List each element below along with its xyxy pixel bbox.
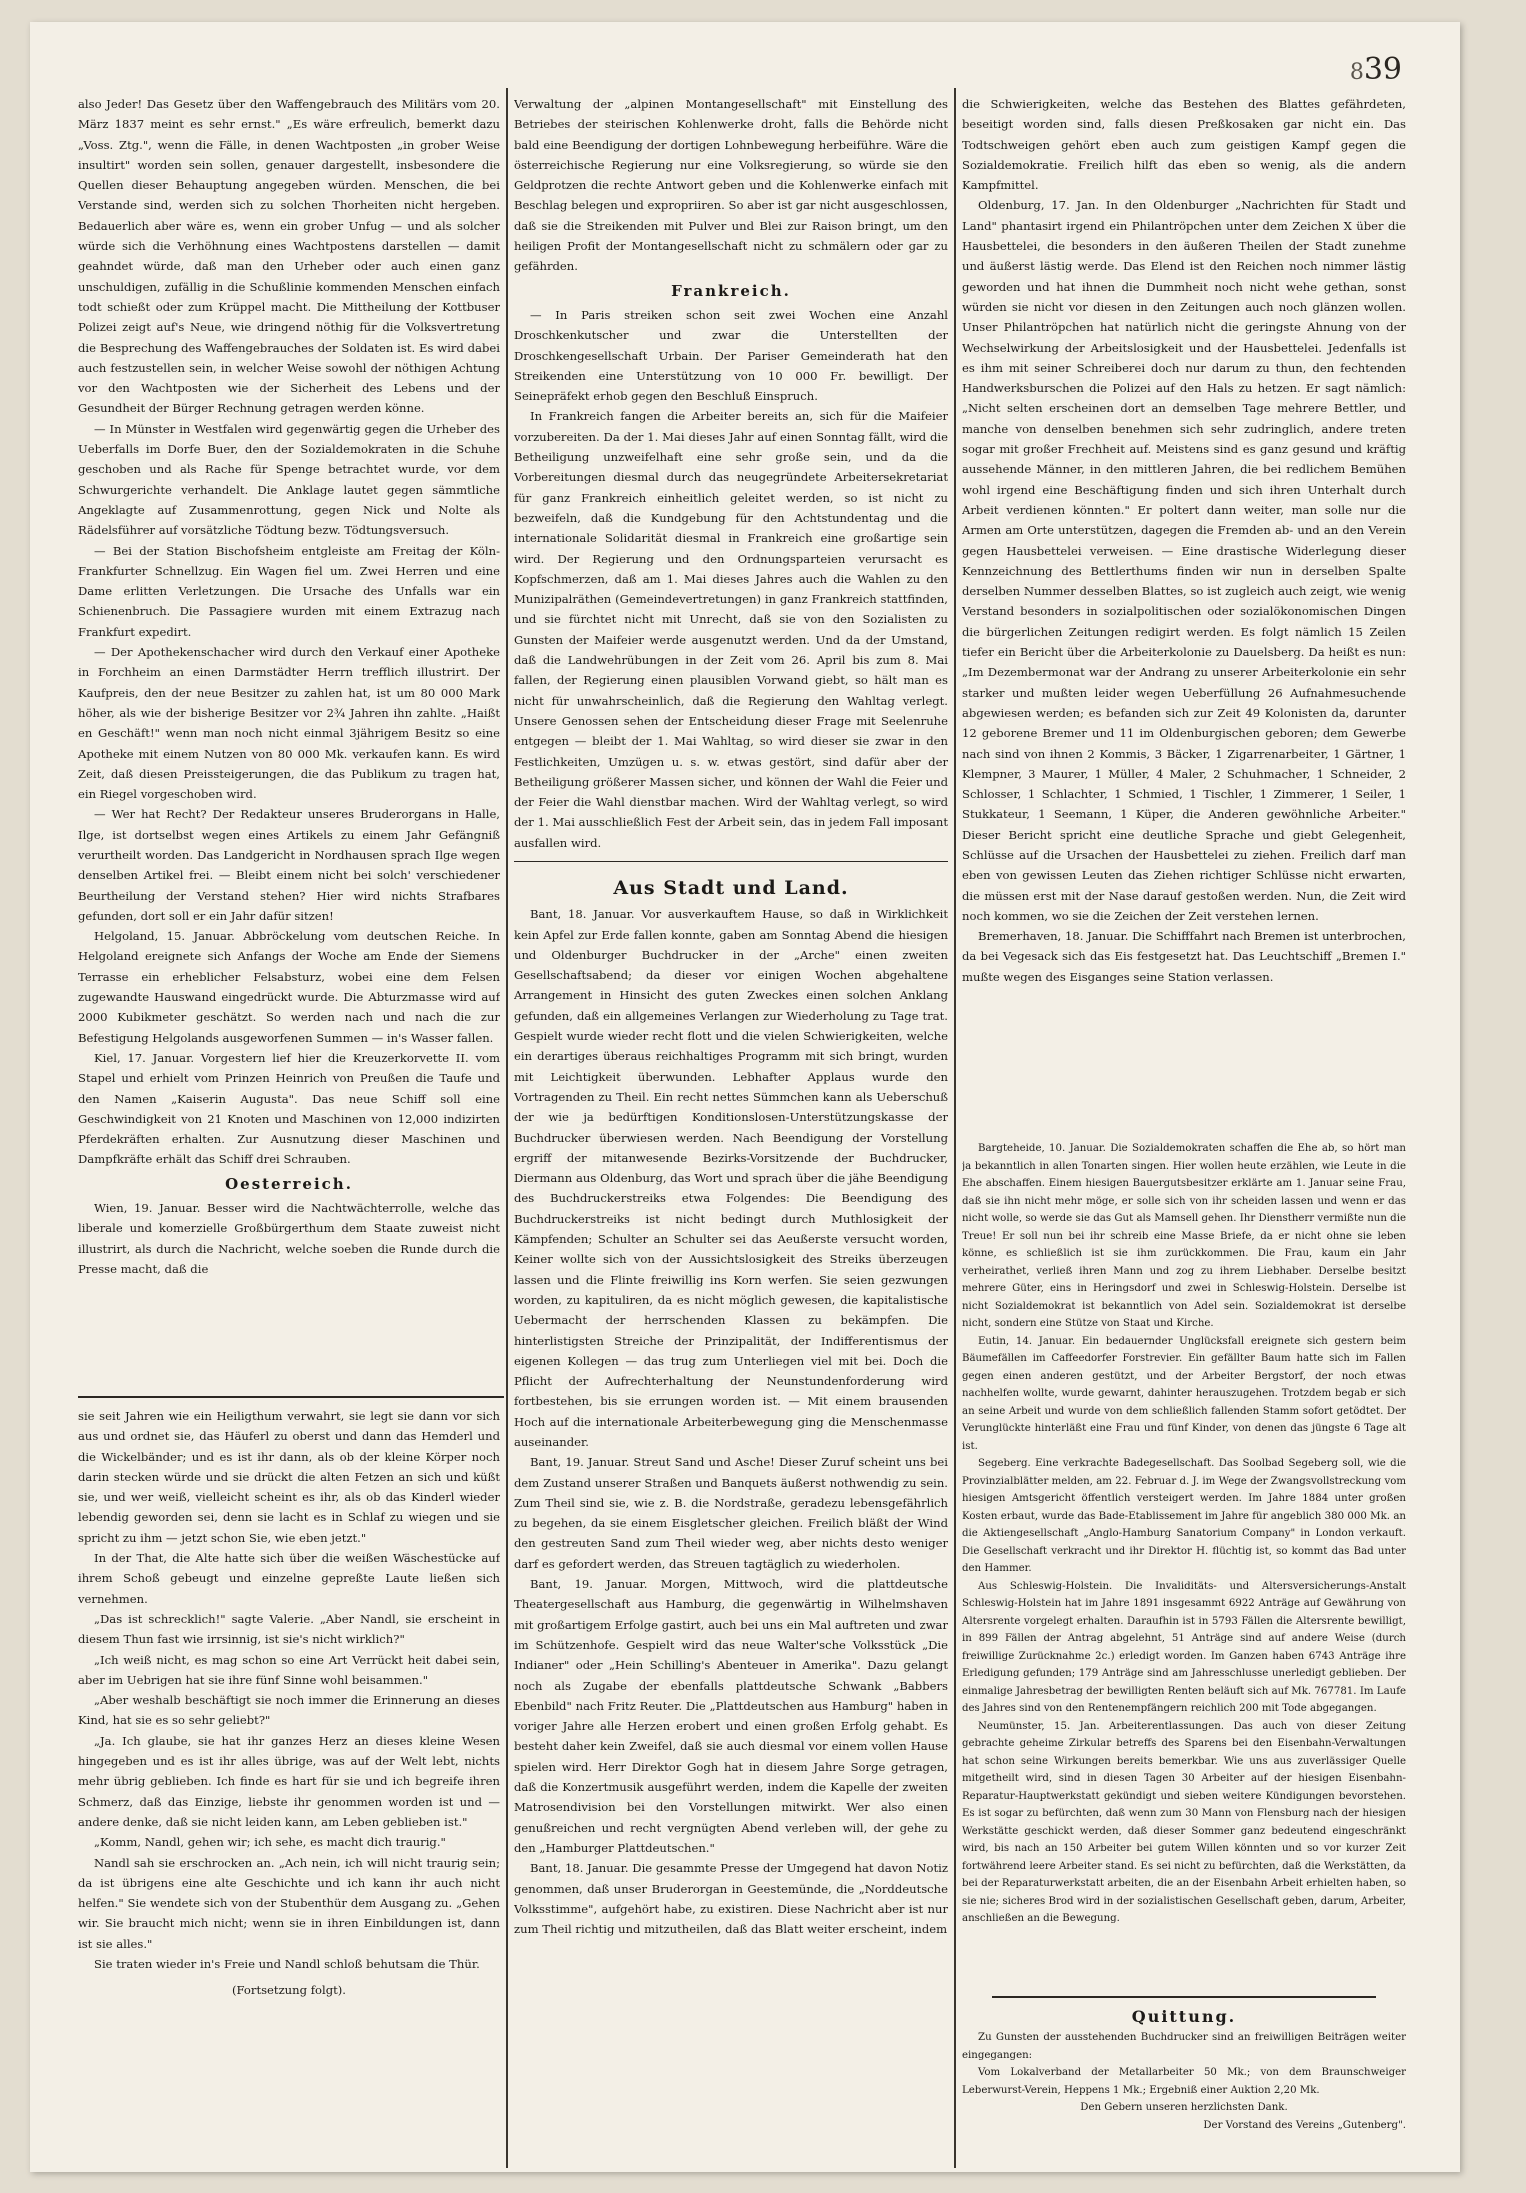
section-heading-oesterreich: Oesterreich.	[225, 1174, 353, 1193]
col1-paragraph: — Wer hat Recht? Der Redakteur unseres Bruderorgans in Halle, Ilge, ist dortselbst wegen eines Artikels zu einem Jahr Gefängniß verurtheilt worden. Das Landgericht in Nordhausen sprach Ilge wegen denselben Artikel frei. — Bleibt einem nicht bei solch' verschiedener Beurtheilung der Verstand stehen? Hier wird nichts Strafbares gefunden, dort soll er ein Jahr dafür sitzen!	[78, 807, 500, 923]
newspaper-page	[30, 22, 1460, 2172]
quittung-line: Zu Gunsten der ausstehenden Buchdrucker sind an freiwilligen Beiträgen weiter eingegangen:	[962, 2032, 1406, 2061]
feuilleton-rule	[78, 1396, 504, 1398]
feuilleton-paragraph: „Aber weshalb beschäftigt sie noch immer die Erinnerung an dieses Kind, hat sie es so sehr geliebt?"	[78, 1693, 500, 1728]
col2-paragraph: Bant, 18. Januar. Die gesammte Presse der Umgegend hat davon Notiz genommen, daß unser Bruderorgan in Geestemünde, die „Norddeutsche Volksstimme", aufgehört habe, zu existiren. Diese Nachricht aber ist nur zum Theil richtig und mitzutheilen, daß das Blatt weiter erscheint, indem	[514, 1861, 948, 1937]
col1-paragraph: Helgoland, 15. Januar. Abbröckelung vom deutschen Reiche. In Helgoland ereignete sich Anfangs der Woche am Ende der Siemens Terrasse ein erheblicher Felsabsturz, wobei eine dem Felsen zugewandte Hauswand eingedrückt wurde. Die Abturzmasse wird auf 2000 Kubikmeter geschätzt. So werden nach und nach die zur Befestigung Helgolands ausgeworfenen Summen — in's Wasser fallen.	[78, 929, 500, 1045]
small-paragraph: Segeberg. Eine verkrachte Badegesellschaft. Das Soolbad Segeberg soll, wie die Provinzialblätter melden, am 22. Februar d. J. im Wege der Zwangsvollstreckung vom hiesigen Amtsgericht öffentlich versteigert werden. Im Jahre 1884 unter großen Kosten erbaut, wurde das Bade-Etablissement im Jahre für angeblich 380 000 Mk. an die Aktiengesellschaft „Anglo-Hamburg Sanatorium Company" in London verkauft. Die Gesellschaft verkracht und ihr Direktor H. flüchtig ist, so kommt das Bad unter den Hammer.	[962, 1458, 1406, 1574]
col1-paragraph: — Bei der Station Bischofsheim entgleiste am Freitag der Köln-Frankfurter Schnellzug. Ein Wagen fiel um. Zwei Herren und eine Dame erlitten Verletzungen. Die Ursache des Unfalls war ein Schienenbruch. Die Passagiere wurden mit einem Extrazug nach Frankfurt expedirt.	[78, 543, 500, 639]
col1-paragraph: — In Münster in Westfalen wird gegenwärtig gegen die Urheber des Ueberfalls im Dorfe Buer, den der Sozialdemokraten in die Schuhe geschoben und als Rache für Spenge betrachtet wurde, vor dem Schwurgerichte verhandelt. Die Anklage lautet gegen sämmtliche Angeklagte auf Zusammenrottung, gegen Nick und Nolte als Rädelsführer auf vorsätzliche Tödtung bezw. Tödtungsversuch.	[78, 421, 500, 538]
column-3-small-print	[962, 1140, 1406, 1980]
stadt-section	[514, 861, 948, 1939]
column-rule-1	[506, 88, 508, 2168]
column-1	[78, 94, 500, 1392]
feuilleton-paragraph: sie seit Jahren wie ein Heiligthum verwahrt, sie legt sie dann vor sich aus und ordnet sie, das Häuferl zu oberst und dann das Hemderl und die Wickelbänder; und es ist ihr dann, als ob der kleine Körper noch darin stecken würde und sie drückt die alten Fetzen an sich und küßt sie, und wer weiß, vielleicht scheint es ihr, als ob das Kinderl wieder lebendig geworden sei, denn sie lacht es in Schlaf zu wiegen und sie spricht zu ihm — jetzt schon Sie, wie eben jetzt."	[78, 1409, 500, 1545]
quittung-divider	[992, 1996, 1376, 1998]
feuilleton-paragraph: In der That, die Alte hatte sich über die weißen Wäschestücke auf ihrem Schoß gebeugt und einzelne gepreßte Laute ließen sich vernehmen.	[78, 1551, 500, 1606]
page-number-value: 39	[1363, 52, 1402, 87]
small-paragraph: Bargteheide, 10. Januar. Die Sozialdemokraten schaffen die Ehe ab, so hört man ja bekanntlich in allen Tonarten singen. Hier wollen heute erzählen, wie Leute in die Ehe abschaffen. Einem hiesigen Bauergutsbesitzer erklärte am 1. Januar seine Frau, daß sie ihn nicht mehr möge, er solle sich von ihr scheiden lassen und wenn er das nicht wolle, so werde sie das Gut als Mamsell gehen. Ihr Dienstherr vermißte nun die Treue! Er soll nun bei ihr schreib eine Masse Briefe, da er nicht ohne sie leben könne, es schließlich ist sie ihm zurückkommen. Die Frau, kaum ein Jahr verheirathet, verließ ihren Mann und zog zu ihrem Liebhaber. Derselbe besitzt mehrere Güter, eins in Heringsdorf und zwei in Schleswig-Holstein. Derselbe ist nicht Sozialdemokrat ist bekanntlich von Adel sein. Sozialdemokrat ist derselbe nicht, sondern eine Stütze von Staat und Kirche.	[962, 1143, 1406, 1329]
col1-paragraph: — Der Apothekenschacher wird durch den Verkauf einer Apotheke in Forchheim an einen Darmstädter Herrn trefflich illustrirt. Der Kaufpreis, den der neue Besitzer zu zahlen hat, ist um 80 000 Mark höher, als wie der bisherige Besitzer vor 2¾ Jahren ihn zahlte. „Haißt en Geschäft!" wenn man noch nicht einmal 3jährigem Besitz so eine Apotheke mit einem Nutzen von 80 000 Mk. verkaufen kann. Es wird Zeit, daß diesen Preissteigerungen, die das Publikum zu tragen hat, ein Riegel vorgeschoben wird.	[78, 645, 500, 802]
feuilleton-paragraph: „Komm, Nandl, gehen wir; ich sehe, es macht dich traurig."	[94, 1835, 446, 1850]
feuilleton-paragraph: Nandl sah sie erschrocken an. „Ach nein, ich will nicht traurig sein; da ist übrigens eine alte Geschichte und ich kann ihr auch nicht helfen." Sie wendete sich von der Stubenthür dem Ausgang zu. „Gehen wir. Sie braucht mich nicht; wenn sie in ihren Einbildungen ist, dann ist sie alles."	[78, 1855, 500, 1951]
feuilleton-column	[78, 1406, 500, 2166]
column-3	[962, 94, 1406, 1134]
col2-paragraph: Verwaltung der „alpinen Montangesellschaft" mit Einstellung des Betriebes der steirischen Kohlenwerke droht, falls die Behörde nicht bald eine Beendigung der dortigen Lohnbewegung herbeiführe. Wäre die österreichische Regierung nur eine Volksregierung, so würde sie den Geldprotzen die rechte Antwort geben und die Kohlenwerke einfach mit Beschlag belegen und expropriiren. So aber ist gar nicht ausgeschlossen, daß sie die Streikenden mit Pulver und Blei zur Raison bringt, um den heiligen Profit der Montangesellschaft nicht zu schmälern oder gar zu gefährden.	[514, 97, 948, 274]
small-paragraph: Eutin, 14. Januar. Ein bedauernder Unglücksfall ereignete sich gestern beim Bäumefällen im Caffeedorfer Forstrevier. Ein gefällter Baum hatte sich im Fallen gegen einen anderen gestützt, und der Arbeiter Bergstorf, der noch etwas nachhelfen wollte, wurde gewarnt, dahinter herauszugehen. Trotzdem begab er sich an seine Arbeit und wurde von dem schließlich fallenden Stamm sofort getödtet. Der Verunglückte hinterläßt eine Frau und fünf Kinder, von denen das jüngste 6 Tage alt ist.	[962, 1335, 1406, 1452]
col2-paragraph: Bant, 18. Januar. Vor ausverkauftem Hause, so daß in Wirklichkeit kein Apfel zur Erde fallen konnte, gaben am Sonntag Abend die hiesigen und Oldenburger Buchdrucker in der „Arche" einen zweiten Gesellschaftsabend; da dieser vor einigen Wochen abgehaltene Arrangement in Hinsicht des guten Zweckes einen solchen Anklang gefunden, daß ein allgemeines Verlangen zur Wiederholung zu Tage trat. Gespielt wurde wieder recht flott und die vielen Schwierigkeiten, welche ein derartiges überaus reichhaltiges Programm mit sich bringt, wurden mit Leichtigkeit überwunden. Lebhafter Applaus wurde den Vortragenden zu Theil. Ein recht nettes Sümmchen kann als Ueberschuß der wie ja bedürftigen Konditionslosen-Unterstützungskasse der Buchdrucker überwiesen werden. Nach Beendigung der Vorstellung ergriff der mitanwesende Bezirks-Vorsitzende der Buchdrucker, Diermann aus Oldenburg, das Wort und sprach über die jähe Beendigung des Buchdruckerstreiks etwa Folgendes: Die Beendigung des Buchdruckerstreiks ist nicht bedingt durch Muthlosigkeit der Kämpfenden; Schulter an Schulter sei das Aeußerste versucht worden, Keiner wollte sich von der Aussichtslosigkeit des Streiks überzeugen lassen und die Flinte freiwillig ins Korn werfen. Sie seien gezwungen worden, zu kapituliren, da es nicht möglich gewesen, die kapitalistische Uebermacht der herrschenden Klassen zu bekämpfen. Die hinterlistigsten Streiche der Prinzipalität, der Indifferentismus der eigenen Kollegen — das trug zum Unterliegen viel mit bei. Doch die Pflicht der Aufrechterhaltung der Neunstundenforderung wird fortbestehen, bis sie errungen worden ist. — Mit einem brausenden Hoch auf die internationale Arbeiterbewegung ging die Menschenmasse auseinander.	[514, 907, 948, 1449]
page-number	[1350, 52, 1402, 87]
small-paragraph: Aus Schleswig-Holstein. Die Invaliditäts- und Altersversicherungs-Anstalt Schleswig-Holstein hat im Jahre 1891 insgesammt 6922 Anträge auf Gewährung von Altersrente vorgelegt erhalten. Daraufhin ist in 5793 Fällen die Altersrente bewilligt, in 899 Fällen der Antrag abgelehnt, 51 Anträge sind auf andere Weise (durch freiwillige Zurücknahme 2c.) erledigt worden. Im Ganzen haben 6743 Anträge ihre Erledigung gefunden; 179 Anträge sind am Jahresschlusse unerledigt geblieben. Der einmalige Jahresbetrag der bewilligten Renten beläuft sich auf Mk. 767781. Im Laufe des Jahres sind von den Rentenempfängern reichlich 200 mit Tode abgegangen.	[962, 1580, 1406, 1714]
feuilleton-paragraph: „Ich weiß nicht, es mag schon so eine Art Verrückt heit dabei sein, aber im Uebrigen hat sie ihre fünf Sinne wohl beisammen."	[78, 1652, 500, 1687]
section-heading-frankreich: Frankreich.	[671, 281, 791, 300]
col3-paragraph: Bremerhaven, 18. Januar. Die Schifffahrt nach Bremen ist unterbrochen, da bei Vegesack sich das Eis festgesetzt hat. Das Leuchtschiff „Bremen I." mußte wegen des Eisganges seine Station verlassen.	[962, 929, 1406, 984]
col3-paragraph: Oldenburg, 17. Jan. In den Oldenburger „Nachrichten für Stadt und Land" phantasirt irgend ein Philantröpchen unter dem Zeichen X über die Hausbettelei, die besonders in den äußeren Theilen der Stadt zunehme und äußerst lästig werde. Das Elend ist den Reichen noch nimmer lästig geworden und hat ihnen die Dummheit noch nicht wehe gethan, sonst würden sie nicht vor diesen in den Zeitungen auch noch glänzen wollen. Unser Philantröpchen hat natürlich nicht die geringste Ahnung von der Wechselwirkung der Arbeitslosigkeit und der Hausbettelei. Jedenfalls ist es ihm mit seiner Schreiberei doch nur darum zu thun, den fechtenden Handwerksburschen die Polizei auf den Hals zu hetzen. Er sagt nämlich: „Nicht selten erscheinen dort an demselben Tage mehrere Bettler, und manche von denselben benehmen sich sehr zudringlich, andere treten sogar mit großer Frechheit auf. Meistens sind es ganz gesund und kräftig aussehende Männer, in den mittleren Jahren, die bei redlichem Bemühen wohl irgend eine Beschäftigung finden und sich ihren Unterhalt durch Arbeit verdienen könnten." Er poltert dann weiter, man solle nur die Armen am Orte unterstützen, dagegen die Fremden ab- und an den Verein gegen Hausbettelei verweisen. — Eine drastische Widerlegung dieser Kennzeichnung des Bettlerthums finden wir nun in derselben Spalte derselben Nummer desselben Blattes, so ist zugleich auch zeigt, wie wenig Verstand besonders in sozialpolitischen oder sozialökonomischen Dingen die bürgerlichen Zeitungen redigirt werden. Es folgt nämlich 15 Zeilen tiefer ein Bericht über die Arbeiterkolonie zu Dauelsberg. Da heißt es nun: „Im Dezembermonat war der Andrang zu unserer Arbeiterkolonie ein sehr starker und mußten leider wegen Ueberfüllung 26 Aufnahmesuchende abgewiesen werden; es befanden sich zur Zeit 49 Kolonisten da, darunter 12 geborene Bremer und 11 im Oldenburgischen geboren; dem Gewerbe nach sind von ihnen 2 Kommis, 3 Bäcker, 1 Zigarrenarbeiter, 1 Gärtner, 1 Klempner, 3 Maurer, 1 Müller, 4 Maler, 2 Schuhmacher, 1 Schneider, 2 Schlosser, 1 Schlachter, 1 Schmied, 1 Tischler, 1 Zimmerer, 1 Seiler, 1 Stukkateur, 1 Seemann, 1 Küper, die Anderen gewöhnliche Arbeiter." Dieser Bericht spricht eine deutliche Sprache und giebt Gelegenheit, Schlüsse auf die Ursachen der Hausbettelei zu ziehen. Freilich darf man eben von gewissen Leuten das Ziehen richtiger Schlüsse nicht erwarten, die müssen erst mit der Nase darauf gestoßen werden. Nun, die Zeit wird noch kommen, wo sie die Zeichen der Zeit verstehen lernen.	[962, 198, 1406, 923]
feuilleton-paragraph: „Ja. Ich glaube, sie hat ihr ganzes Herz an dieses kleine Wesen hingegeben und es ist ihr alles übrige, was auf der Welt lebt, nichts mehr übrig geblieben. Ich finde es hart für sie und ich begreife ihren Schmerz, daß das Einzige, liebste ihr genommen worden ist und — andere denke, daß sie nicht leiden kann, am Leben geblieben ist."	[78, 1733, 500, 1829]
column-rule-2	[954, 88, 956, 2168]
continuation-note: (Fortsetzung folgt).	[231, 1983, 346, 1998]
col1-paragraph: also Jeder! Das Gesetz über den Waffengebrauch des Militärs vom 20. März 1837 meint es sehr ernst." „Es wäre erfreulich, bemerkt dazu „Voss. Ztg.", wenn die Fälle, in denen Wachtposten „in grober Weise insultirt" worden sein sollen, genauer dargestellt, insbesondere die Quellen dieser Behauptung angegeben würden. Menschen, die bei Verstande sind, werden sich zu solchen Thorheiten nicht hergeben. Bedauerlich aber wäre es, wenn ein grober Unfug — und als solcher würde sich die Verhöhnung eines Wachtpostens darstellen — damit geahndet würde, daß man den Urheber oder auch einen ganz unschuldigen, zufällig in die Schußlinie kommenden Menschen einfach todt schießt oder zum Krüppel macht. Die Mittheilung der Kottbuser Polizei zeigt auf's Neue, wie dringend nöthig für die Volksvertretung die Besprechung des Waffengebrauches der Soldaten ist. Es wird dabei auch festzustellen sein, in welcher Weise sowohl der nöthigen Achtung vor den Wachtposten wie der Sicherheit des Lebens und der Gesundheit der Bürger Rechnung getragen werden könne.	[78, 97, 500, 416]
col2-paragraph: Bant, 19. Januar. Morgen, Mittwoch, wird die plattdeutsche Theatergesellschaft aus Hamburg, die gegenwärtig in Wilhelmshaven mit großartigem Erfolge gastirt, auch bei uns ein Mal auftreten und zwar im Schützenhofe. Gespielt wird das neue Walter'sche Volksstück „Die Indianer" oder „Hein Schilling's Abenteuer in Amerika". Dazu gelangt noch als Zugabe der ebenfalls plattdeutsche Schwank „Babbers Ebenbild" nach Fritz Reuter. Die „Plattdeutschen aus Hamburg" haben in voriger Jahre alle Herzen erobert und einen großen Erfolg gehabt. Es besteht daher kein Zweifel, daß sie auch diesmal vor einem vollen Hause spielen wird. Herr Direktor Gogh hat in diesem Jahre Sorge getragen, daß die Konzertmusik ausgeführt werden, indem die Kapelle der zweiten Matrosendivision bei den Vorstellungen mitwirkt. Wer also einen genußreichen und recht vergnügten Abend verleben will, der gehe zu den „Hamburger Plattdeutschen."	[514, 1577, 948, 1855]
feuilleton-paragraph: „Das ist schrecklich!" sagte Valerie. „Aber Nandl, sie erscheint in diesem Thun fast wie irrsinnig, ist sie's nicht wirklich?"	[78, 1611, 500, 1647]
column-2	[514, 94, 948, 2166]
quittung-line: Vom Lokalverband der Metallarbeiter 50 Mk.; von dem Braunschweiger Leberwurst-Verein, Heppens 1 Mk.; Ergebniß einer Auktion 2,20 Mk.	[962, 2067, 1406, 2096]
feuilleton-paragraph: Sie traten wieder in's Freie und Nandl schloß behutsam die Thür.	[94, 1957, 480, 1972]
page-mark: 8	[1349, 60, 1364, 85]
col1-paragraph: Kiel, 17. Januar. Vorgestern lief hier die Kreuzerkorvette II. vom Stapel und erhielt vom Prinzen Heinrich von Preußen die Taufe und den Namen „Kaiserin Augusta". Das neue Schiff soll eine Geschwindigkeit von 21 Knoten und Maschinen von 12,000 indizirten Pferdekräften erhalten. Zur Ausnutzung dieser Maschinen und Dampfkräfte erhält das Schiff drei Schrauben.	[78, 1050, 500, 1167]
col2-paragraph: — In Paris streiken schon seit zwei Wochen eine Anzahl Droschkenkutscher und zwar die Unterstellten der Droschkengesellschaft Urbain. Der Pariser Gemeinderath hat den Streikenden eine Unterstützung von 10 000 Fr. bewilligt. Der Seinepräfekt erhob gegen den Beschluß Einspruch.	[514, 307, 948, 404]
quittung-signature: Der Vorstand des Vereins „Gutenberg".	[1203, 2119, 1406, 2131]
col2-paragraph: Bant, 19. Januar. Streut Sand und Asche! Dieser Zuruf scheint uns bei dem Zustand unserer Straßen und Banquets äußerst nothwendig zu sein. Zum Theil sind sie, wie z. B. die Nordstraße, geradezu lebensgefährlich zu begehen, da sie einem Eisgletscher gleichen. Freilich bläßt der Wind den gestreuten Sand zum Theil wieder weg, aber nichts desto weniger darf es gefordert werden, das Streuen tagtäglich zu wiederholen.	[514, 1455, 948, 1571]
quittung-line: Den Gebern unseren herzlichsten Dank.	[1080, 2102, 1288, 2113]
quittung-heading: Quittung.	[1131, 2006, 1237, 2026]
col2-paragraph: In Frankreich fangen die Arbeiter bereits an, sich für die Maifeier vorzubereiten. Da der 1. Mai dieses Jahr auf einen Sonntag fällt, wird die Betheiligung unzweifelhaft eine sehr große sein, und da die Vorbereitungen diesmal durch das neugegründete Arbeitersekretariat für ganz Frankreich einheitlich geleitet werden, so ist nicht zu bezweifeln, daß die Kundgebung für den Achtstundentag und die internationale Solidarität diesmal in Frankreich eine großartige sein wird. Der Regierung und den Ordnungsparteien verursacht es Kopfschmerzen, daß am 1. Mai dieses Jahres auch die Wahlen zu den Munizipalräthen (Gemeindevertretungen) in ganz Frankreich stattfinden, und sie fürchtet nicht mit Unrecht, daß sie von den Sozialisten zu Gunsten der Maifeier werde ausgenutzt werden. Und da der Umstand, daß die Landwehrübungen in der Zeit vom 26. April bis zum 8. Mai fallen, der Regierung einen plausiblen Vorwand giebt, so hält man es nicht für unwahrscheinlich, daß die Regierung den Wahltag verlegt. Unsere Genossen sehen der Entscheidung dieser Frage mit Seelenruhe entgegen — bleibt der 1. Mai Wahltag, so wird dieser sie zwar in den Festlichkeiten, Umzügen u. s. w. etwas gestört, sind dafür aber der Betheiligung größerer Massen sicher, und können der Wahl die Feier und der Feier die Wahl dienstbar machen. Wird der Wahltag verlegt, so wird der 1. Mai ausschließlich Fest der Arbeit sein, das in jedem Fall imposant ausfallen wird.	[514, 409, 948, 850]
col3-paragraph: die Schwierigkeiten, welche das Bestehen des Blattes gefährdeten, beseitigt worden sind, falls diesen Preßkosaken gar nicht ein. Das Todtschweigen gehört eben auch zum geistigen Kampf gegen die Sozialdemokratie. Freilich hilft das eben so wenig, als die andern Kampfmittel.	[962, 97, 1406, 193]
quittung-box	[962, 1986, 1406, 2166]
col1-paragraph: Wien, 19. Januar. Besser wird die Nachtwächterrolle, welche das liberale und komerzielle Großbürgerthum dem Staate zuweist nicht illustrirt, als durch die Nachricht, welche soeben die Runde durch die Presse macht, daß die	[78, 1201, 500, 1276]
section-heading-stadt: Aus Stadt und Land.	[613, 876, 849, 899]
small-paragraph: Neumünster, 15. Jan. Arbeiterentlassungen. Das auch von dieser Zeitung gebrachte geheime Zirkular betreffs des Sparens bei den Eisenbahn-Verwaltungen hat schon seine Wirkungen bereits bemerkbar. Wie uns aus zuverlässiger Quelle mitgetheilt wird, sind in diesen Tagen 30 Arbeiter auf der hiesigen Eisenbahn-Reparatur-Hauptwerkstatt gekündigt und sieben weitere Kündigungen bevorstehen. Es ist sogar zu befürchten, daß wenn zum 30 Mann von Flensburg nach der hiesigen Werkstätte geschickt werden, daß dieser Sommer ganz bedeutend eingeschränkt wird, bis nach an 150 Arbeiter bei gutem Willen könnten und so vor kurzer Zeit fortwährend leere Arbeiter stand. Es sei nicht zu befürchten, daß die Werkstätten, da bei der Reparaturwerkstatt arbeiten, die an der Eisenbahn Arbeit erhielten haben, so sie nie; sicheres Brod wird in der sozialistischen Gesellschaft geben, darum, Arbeiter, anschließen an die Bewegung.	[962, 1720, 1406, 1924]
